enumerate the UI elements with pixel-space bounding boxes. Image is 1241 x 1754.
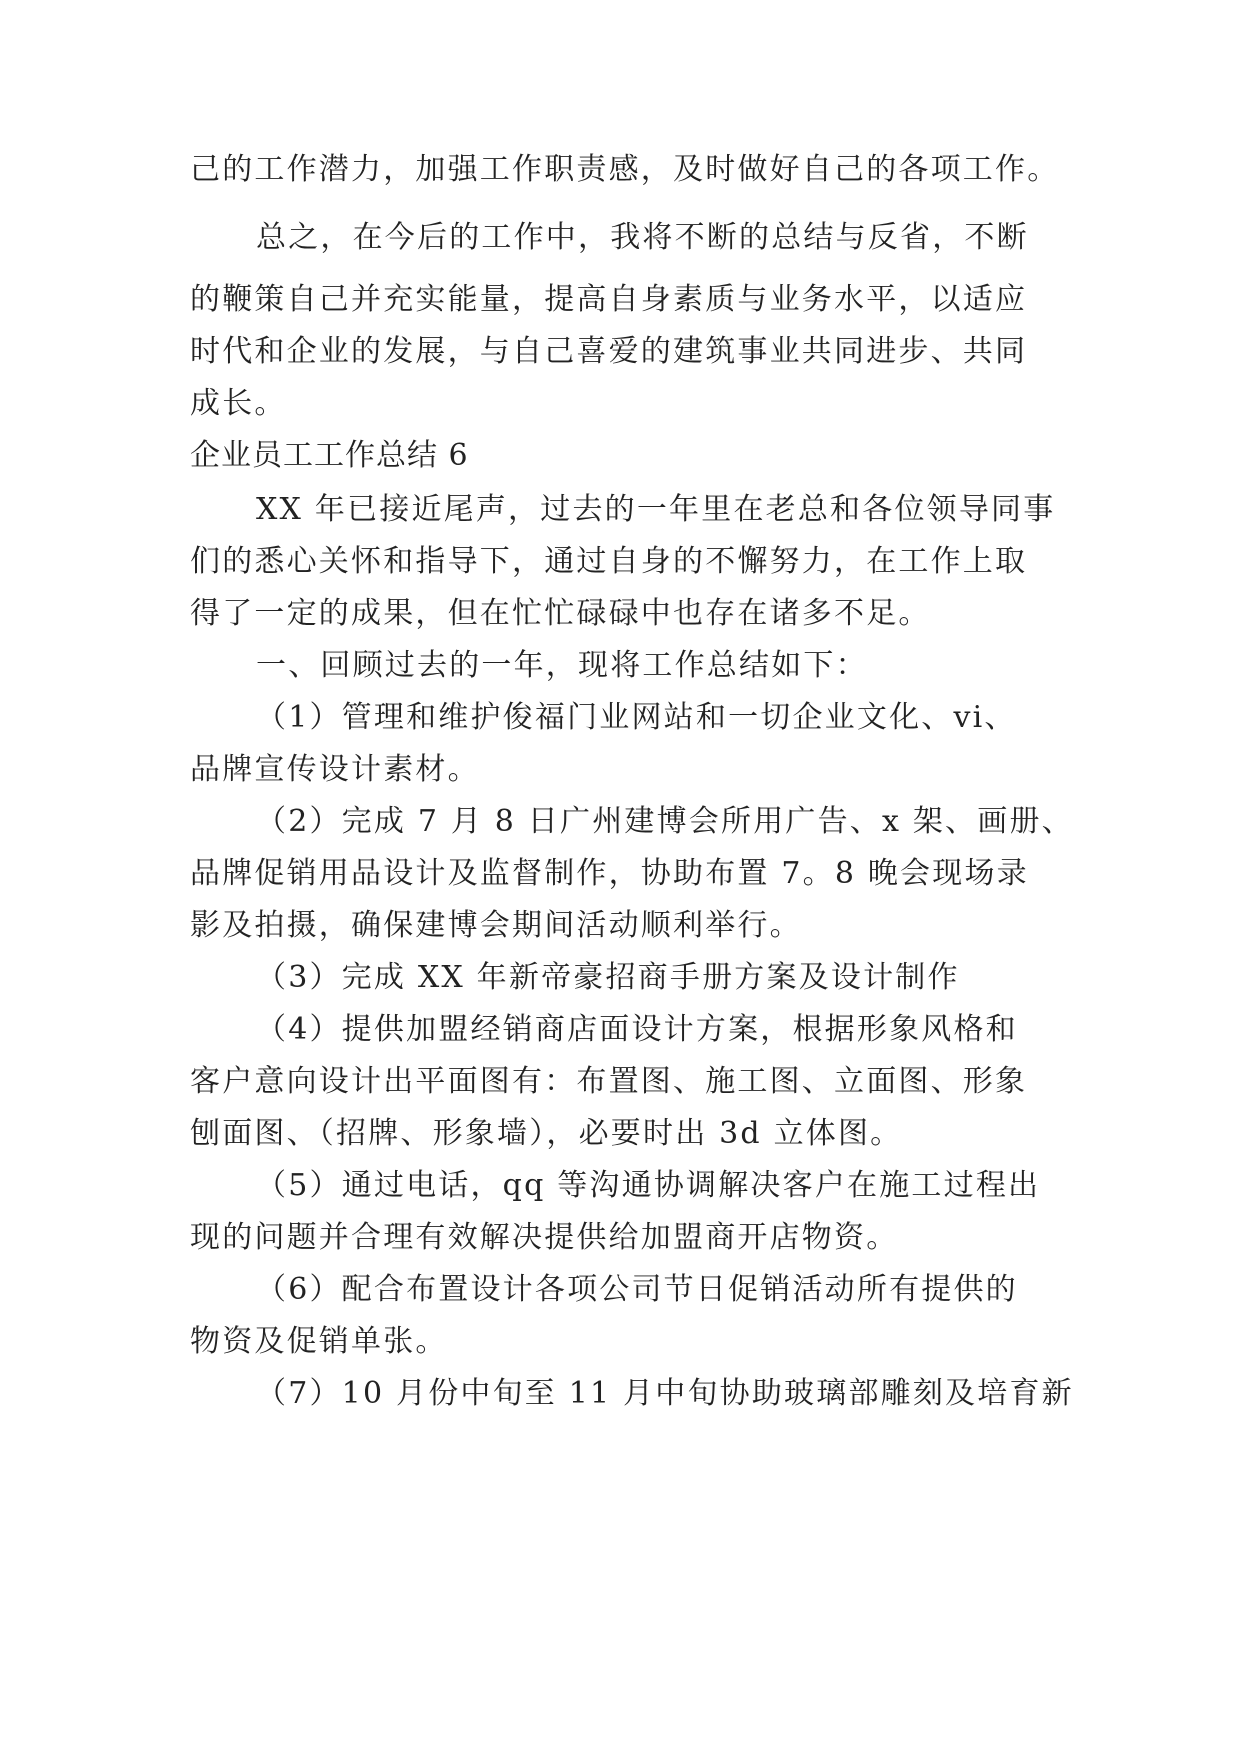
list-item-line: （4）提供加盟经销商店面设计方案，根据形象风格和 — [256, 1012, 1018, 1047]
paragraph-line: 成长。 — [190, 386, 287, 421]
paragraph-line: 时代和企业的发展，与自己喜爱的建筑事业共同进步、共同 — [190, 334, 1028, 369]
list-item-line: （1）管理和维护俊福门业网站和一切企业文化、vi、 — [256, 700, 1017, 735]
section-heading: 企业员工工作总结 6 — [190, 438, 469, 473]
paragraph-line: 总之，在今后的工作中，我将不断的总结与反省，不断 — [256, 220, 1029, 255]
paragraph-line: 的鞭策自己并充实能量，提高自身素质与业务水平，以适应 — [190, 282, 1028, 317]
paragraph-line: 得了一定的成果，但在忙忙碌碌中也存在诸多不足。 — [190, 596, 931, 631]
paragraph-line: 一、回顾过去的一年，现将工作总结如下： — [256, 648, 868, 683]
list-item-line: （3）完成 XX 年新帝豪招商手册方案及设计制作 — [256, 960, 960, 995]
paragraph-line: XX 年已接近尾声，过去的一年里在老总和各位领导同事 — [256, 492, 1056, 527]
list-item-line: （6）配合布置设计各项公司节日促销活动所有提供的 — [256, 1272, 1018, 1307]
list-item-line: 品牌宣传设计素材。 — [190, 752, 480, 787]
list-item-line: （7）10 月份中旬至 11 月中旬协助玻璃部雕刻及培育新 — [256, 1376, 1074, 1411]
list-item-line: 刨面图、（招牌、形象墙），必要时出 3d 立体图。 — [190, 1116, 903, 1151]
paragraph-line: 们的悉心关怀和指导下，通过自身的不懈努力，在工作上取 — [190, 544, 1028, 579]
paragraph-line: 己的工作潜力，加强工作职责感，及时做好自己的各项工作。 — [190, 152, 1060, 187]
list-item-line: 现的问题并合理有效解决提供给加盟商开店物资。 — [190, 1220, 899, 1255]
list-item-line: 影及拍摄，确保建博会期间活动顺利举行。 — [190, 908, 802, 943]
list-item-line: （5）通过电话，qq 等沟通协调解决客户在施工过程出 — [256, 1168, 1041, 1203]
list-item-line: 物资及促销单张。 — [190, 1324, 448, 1359]
list-item-line: （2）完成 7 月 8 日广州建博会所用广告、x 架、画册、 — [256, 804, 1074, 839]
list-item-line: 品牌促销用品设计及监督制作，协助布置 7。8 晚会现场录 — [190, 856, 1029, 891]
list-item-line: 客户意向设计出平面图有：布置图、施工图、立面图、形象 — [190, 1064, 1028, 1099]
